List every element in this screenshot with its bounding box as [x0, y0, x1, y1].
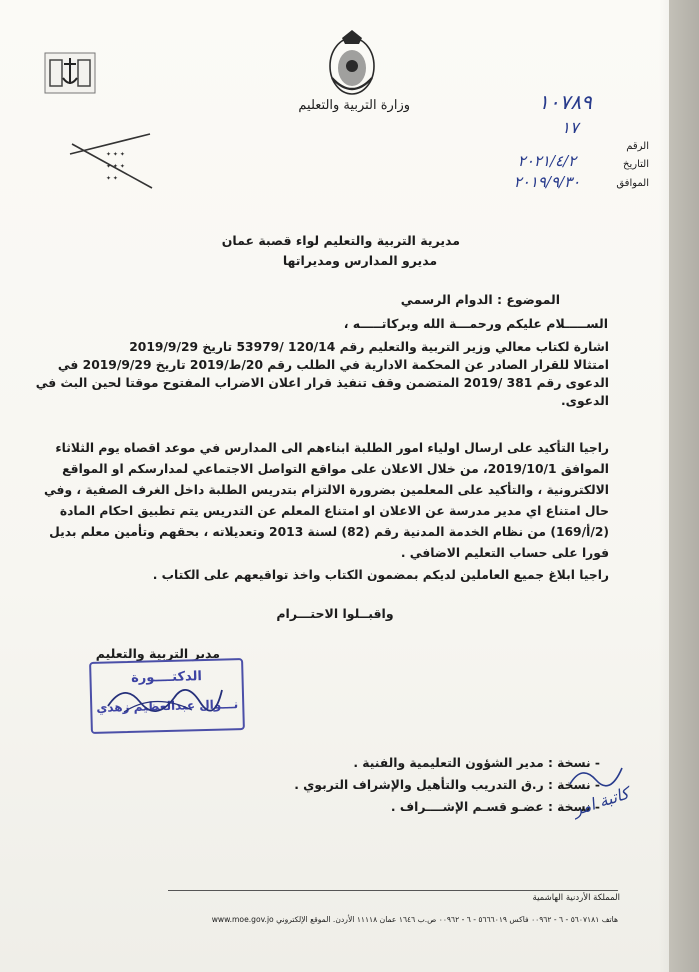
svg-text:✦ ✦: ✦ ✦ — [106, 175, 118, 182]
margin-scribble — [566, 760, 626, 790]
paragraph-2 — [43, 438, 609, 564]
recipient-line-2: مديرو المدارس ومديراتها — [282, 253, 438, 268]
stamp-line-1: الدكتــــورة — [130, 669, 203, 686]
agree-date-handwritten: ٢٠١٩/٩/٣٠ — [513, 173, 581, 191]
recipient-line-1: مديرية التربية والتعليم لواء قصبة عمان — [221, 233, 460, 248]
paragraph-line: الموافق 2019/10/1، من خلال الاعلان على مواقع التواصل الاجتماعي لمدارسكم او المواقع — [62, 462, 609, 476]
svg-text:✦ ✦ ✦: ✦ ✦ ✦ — [106, 151, 125, 158]
ref-number-handwritten: ١٠٧٨٩ — [538, 90, 592, 114]
svg-text:✦ ✦ ✦: ✦ ✦ ✦ — [106, 163, 125, 170]
subject: الموضوع : الدوام الرسمي — [400, 292, 560, 307]
stamp-line-2: نـــوال عبدالعظيم زهدي — [96, 697, 239, 715]
footer-divider — [168, 890, 618, 891]
greeting: الســـــلام عليكم ورحمـــة الله وبركاتـــــه ، — [343, 316, 608, 331]
crossed-emblem — [66, 130, 158, 196]
ref-label: الرقم — [626, 141, 649, 152]
handwritten-note: كاتبة امر — [570, 783, 632, 820]
date-handwritten: ٢٠٢١/٤/٢ — [517, 152, 577, 170]
paragraph-line: راجيا التأكيد على ارسال اولياء امور الطلبة ابناءهم الى المدارس في موعد اقصاه يوم الثلاثاء — [55, 441, 609, 455]
paragraph-line: (2/أ/169) من نظام الخدمة المدنية رقم (82) لسنة 2013 وتعديلاته ، بحقهم وتأمين معلم بديل — [49, 525, 609, 539]
date-label: التاريخ — [623, 159, 649, 170]
paragraph-3: راجيا ابلاغ جميع العاملين لديكم بمضمون الكتاب واخذ تواقيعهم على الكتاب . — [152, 568, 609, 582]
paragraph-1 — [35, 338, 609, 410]
copy-item: - نسخة : مدير الشؤون التعليمية والفنية . — [353, 756, 600, 770]
paragraph-line: فورا على حساب التعليم الاضافي . — [400, 546, 609, 560]
signature-scribble — [104, 672, 224, 722]
paragraph-line: حال امتناع اي مدير مدرسة عن الاعلان او امتناع المعلم عن التدريس يتم تطبيق احكام المادة — [59, 504, 609, 518]
closing: واقبــلوا الاحتـــرام — [276, 606, 394, 621]
jordan-coat-of-arms — [326, 28, 378, 98]
paragraph-line: اشارة لكتاب معالي وزير التربية والتعليم رقم 120/14 /53979 تاريخ 2019/9/29 — [129, 340, 609, 354]
ref-number2-handwritten: ١٧ — [561, 118, 579, 137]
signatory-title: مدير التربية والتعليم — [95, 646, 220, 661]
agree-label: الموافق — [616, 178, 649, 189]
paragraph-line: الدعوى. — [561, 394, 609, 408]
footer-contact: هاتف ٥٦٠٧١٨١ - ٦ - ٠٠٩٦٢ فاكس ٥٦٦٦٠١٩ - ٦ - ٠٠٩٦٢ ص.ب ١٦٤٦ عمان ١١١١٨ الأردن. الموقع الإلكتروني www.moe.gov.jo — [211, 915, 618, 924]
anchor-logo — [44, 52, 96, 94]
ministry-name: وزارة التربية والتعليم — [298, 98, 410, 113]
copy-item: - نسخة : عضـو قسـم الإشــــراف . — [390, 800, 600, 814]
footer-country: المملكة الأردنية الهاشمية — [532, 893, 620, 903]
paragraph-line: الالكترونية ، والتأكيد على المعلمين بضرورة الالتزام بتدريس الطلبة داخل الغرف الصفية ، وفي — [43, 483, 609, 497]
paragraph-line: امتثالا للقرار الصادر عن المحكمة الادارية في الطلب رقم 20/ط/2019 تاريخ 2019/9/29 في — [57, 358, 609, 372]
paragraph-line: الدعوى رقم 381 /2019 المتضمن وقف تنفيذ قرار اعلان الاضراب المفتوح موقتا لحين البث في — [35, 376, 609, 390]
copy-item: - نسخة : ر.ق التدريب والتأهيل والإشراف التربوي . — [294, 778, 600, 792]
